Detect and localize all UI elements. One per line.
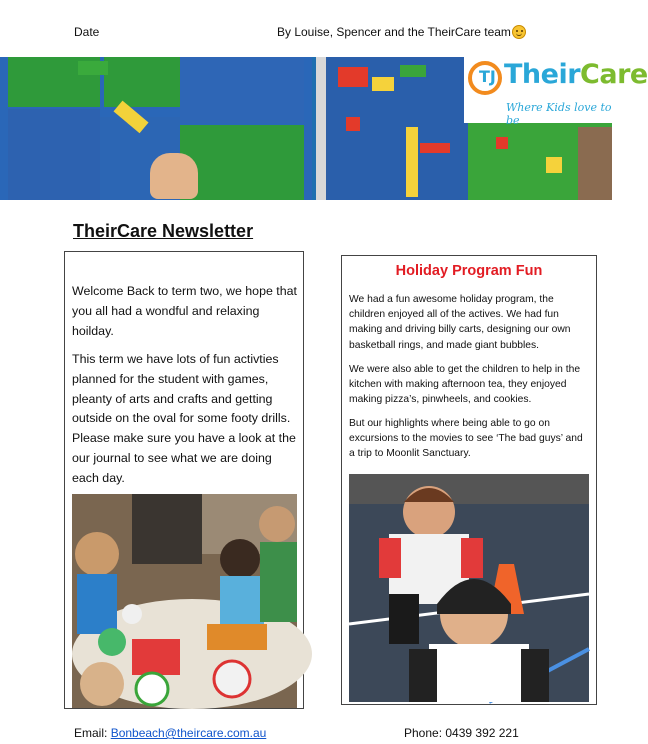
byline [277,25,526,39]
holiday-paragraph-2: We were also able to get the children to help in the kitchen with making afternoon tea, they enjoyed making pizza’s, pinwheels, and cookies. [349,364,581,406]
smiley-icon [512,25,526,39]
welcome-box [64,251,304,709]
theircare-logo [464,57,648,127]
holiday-program-heading: Holiday Program Fun [395,263,543,279]
holiday-paragraph-3: But our highlights where being able to go on excursions to the movies to see ‘The bad guys’ and a trip to Moonlit Sanctuary. [349,418,583,460]
email-link[interactable]: Bonbeach@theircare.com.au [110,726,267,740]
email-label: Email: [74,726,111,740]
term-plans-paragraph: This term we have lots of fun activties planned for the student with games, pleanty of arts and crafts and getting outside on the oval for some footy drills. Please make sure you have a look at the our journal to see what we are doing each day. [72,352,296,485]
byline-text: By Louise, Spencer and the TheirCare team [277,25,511,39]
lego-baseplate-photo [0,57,312,200]
logo-wordmark: TheirCare [504,59,648,90]
holiday-program-box [341,255,597,705]
header-banner-photo [0,57,648,200]
welcome-paragraph: Welcome Back to term two, we hope that you all had a wondful and relaxing hoilday. [72,284,297,338]
logo-emblem: TJ [468,61,502,95]
date-label: Date [74,25,100,39]
phone-line: Phone: 0439 392 221 [404,726,519,740]
logo-tagline: Where Kids love to be [506,101,612,127]
newsletter-title: TheirCare Newsletter [73,221,254,241]
kids-crafts-photo [72,494,297,708]
boys-outdoors-photo [349,474,589,702]
holiday-paragraph-1: We had a fun awesome holiday program, the children enjoyed all of the actives. We had fun making and driving billy carts, designing our own basketball rings, and made giant bubbles. [349,294,571,351]
email-line [74,726,266,740]
